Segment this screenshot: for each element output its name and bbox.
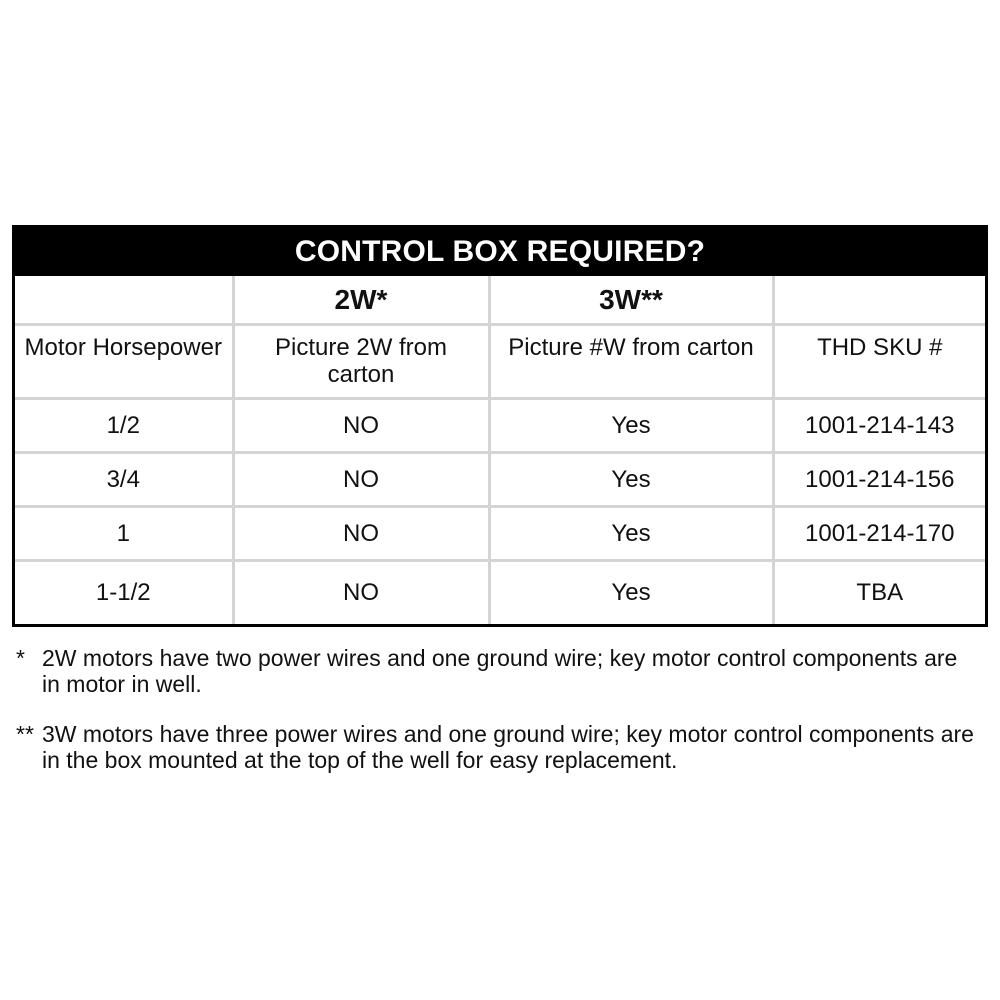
column-header-motor-horsepower: Motor Horsepower	[15, 324, 233, 398]
cell-sku: 1001-214-143	[773, 398, 985, 452]
table-title: CONTROL BOX REQUIRED?	[15, 228, 985, 276]
cell-sku: 1001-214-170	[773, 506, 985, 560]
column-header-picture-3w: Picture #W from carton	[489, 324, 773, 398]
cell-2w: NO	[233, 506, 489, 560]
table-row	[15, 398, 985, 452]
header-cell-2w: 2W*	[233, 276, 489, 324]
cell-3w: Yes	[489, 506, 773, 560]
cell-3w: Yes	[489, 452, 773, 506]
cell-horsepower: 1/2	[15, 398, 233, 452]
footnote-text: 3W motors have three power wires and one ground wire; key motor control components are in the box mounted at the top of the well for easy replacement.	[42, 721, 974, 773]
header-cell-3w: 3W**	[489, 276, 773, 324]
column-header-row	[15, 324, 985, 398]
header-cell-empty	[15, 276, 233, 324]
footnote-mark: *	[16, 645, 25, 671]
cell-horsepower: 3/4	[15, 452, 233, 506]
cell-3w: Yes	[489, 560, 773, 624]
footnote-2w	[16, 645, 976, 697]
cell-horsepower: 1-1/2	[15, 560, 233, 624]
cell-horsepower: 1	[15, 506, 233, 560]
column-group-header-row	[15, 276, 985, 324]
footnotes	[16, 645, 976, 797]
footnote-mark: **	[16, 721, 34, 747]
cell-2w: NO	[233, 398, 489, 452]
control-box-table	[12, 225, 988, 627]
header-cell-empty	[773, 276, 985, 324]
cell-sku: TBA	[773, 560, 985, 624]
table-row	[15, 506, 985, 560]
column-header-thd-sku: THD SKU #	[773, 324, 985, 398]
table-row	[15, 560, 985, 624]
cell-2w: NO	[233, 452, 489, 506]
table-row	[15, 452, 985, 506]
column-header-picture-2w: Picture 2W from carton	[233, 324, 489, 398]
cell-2w: NO	[233, 560, 489, 624]
footnote-3w	[16, 721, 976, 773]
requirements-grid	[15, 276, 985, 624]
footnote-text: 2W motors have two power wires and one ground wire; key motor control components are in motor in well.	[42, 645, 958, 697]
cell-sku: 1001-214-156	[773, 452, 985, 506]
cell-3w: Yes	[489, 398, 773, 452]
